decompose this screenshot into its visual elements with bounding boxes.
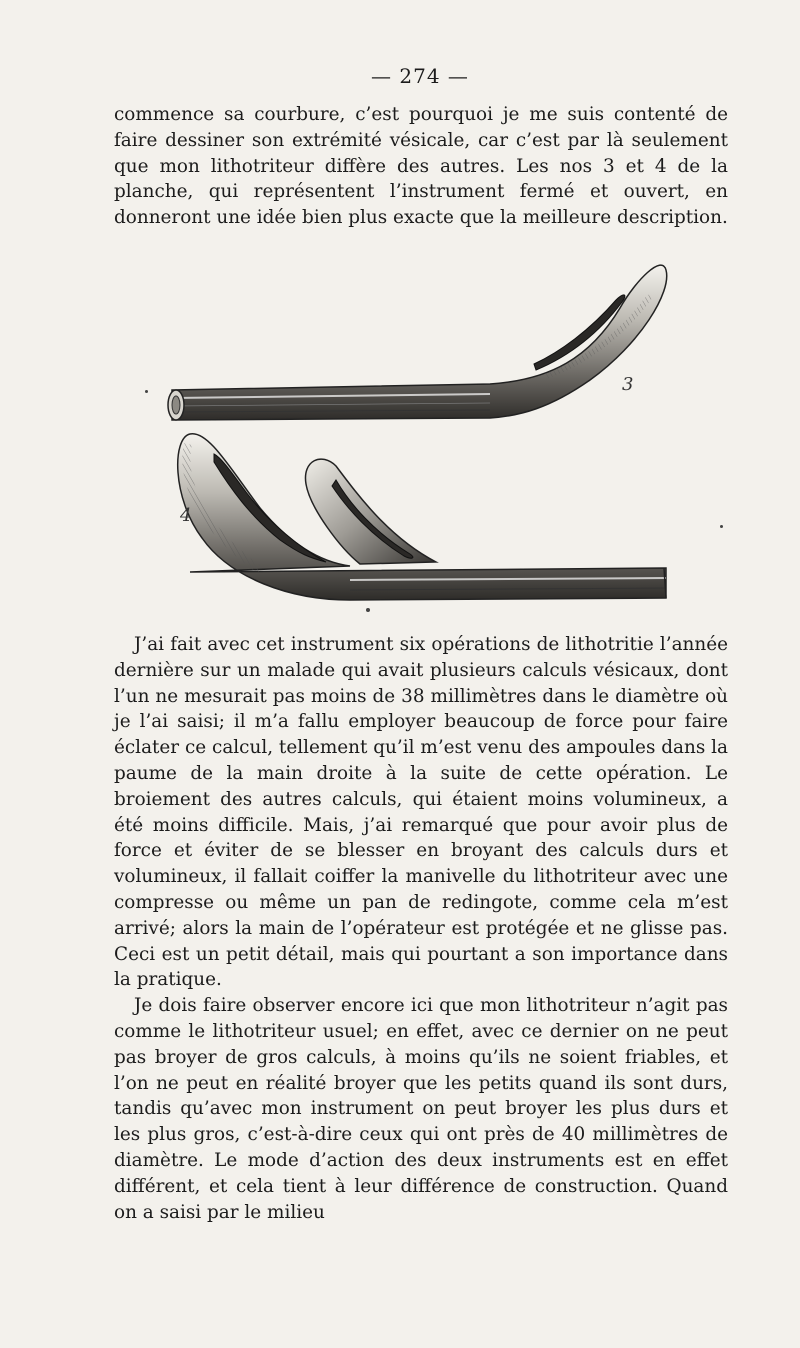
text-block-top	[114, 102, 728, 231]
page-number: — 274 —	[371, 64, 469, 88]
lithotriptor-figure	[150, 248, 710, 618]
instrument-closed	[168, 265, 667, 420]
instrument-open	[178, 434, 666, 600]
paragraph: Je dois faire observer encore ici que mon lithotriteur n’agit pas comme le lithotriteur usuel; en effet, avec ce dernier on ne peut pas broyer de gros calculs, à moins qu’ils ne soient friables, et l’on ne peut en réalité broyer que les petits quand ils sont durs, tandis qu’avec mon instrument on peut broyer les plus durs et les plus gros, c’est-à-dire ceux qui ont près de 40 millimètres de diamètre. Le mode d’action des deux instruments est en effet différent, et cela tient à leur différence de construction. Quand on a saisi par le milieu	[114, 995, 728, 1223]
text-block-bottom	[114, 632, 728, 1225]
ink-speck	[145, 390, 148, 393]
figure-label-4: 4	[180, 505, 192, 526]
paragraph: commence sa courbure, c’est pourquoi je me suis contenté de faire dessiner son extrémité vésicale, car c’est par là seulement que mon lithotriteur diffère des autres. Les nos 3 et 4 de la planche, qui représentent l’instrument fermé et ouvert, en donneront une idée bien plus exacte que la meilleure description.	[114, 104, 728, 229]
ink-speck	[720, 525, 723, 528]
paragraph: J’ai fait avec cet instrument six opérations de lithotritie l’année dernière sur un malade qui avait plusieurs calculs vésicaux, dont l’un ne mesurait pas moins de 38 millimètres dans le diamètre où je l’ai saisi; il m’a fallu employer beaucoup de force pour faire éclater ce calcul, tellement qu’il m’est venu des ampoules dans la paume de la main droite à la suite de cette opération. Le broiement des autres calculs, qui étaient moins volumineux, a été moins difficile. Mais, j’ai remarqué que pour avoir plus de force et éviter de se blesser en broyant des calculs durs et volumineux, il fallait coiffer la manivelle du lithotriteur avec une compresse ou même un pan de redingote, comme cela m’est arrivé; alors la main de l’opérateur est protégée et ne glisse pas. Ceci est un petit détail, mais qui pourtant a son importance dans la pratique.	[114, 634, 728, 991]
figure-label-3: 3	[622, 374, 634, 395]
ink-speck	[366, 608, 370, 612]
